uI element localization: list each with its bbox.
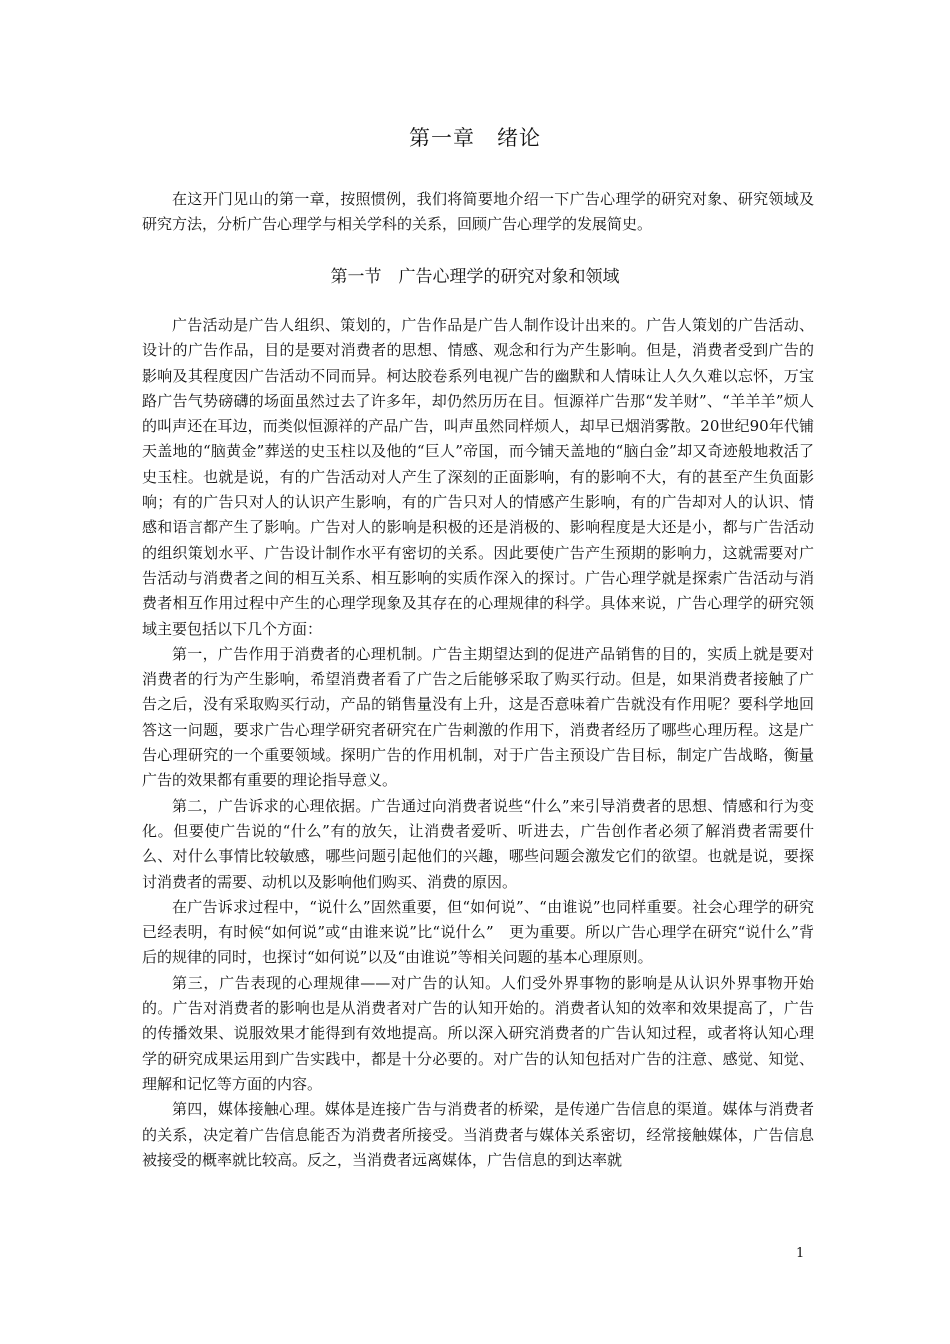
section-title: 第一节 广告心理学的研究对象和领域 — [330, 267, 620, 287]
paragraph: 第四，媒体接触心理。媒体是连接广告与消费者的桥梁，是传递广告信息的渠道。媒体与消费者的关系，决定着广告信息能否为消费者所接受。当消费者与媒体关系密切，经常接触媒体，广告信息被接受的概率就比较高。反之，当消费者远离媒体，广告信息的到达率就 — [142, 1100, 814, 1169]
paragraph: 第三，广告表现的心理规律——对广告的认知。人们受外界事物的影响是从认识外界事物开始的。广告对消费者的影响也是从消费者对广告的认知开始的。消费者认知的效率和效果提高了，广告的传播效果、说服效果才能得到有效地提高。所以深入研究消费者的广告认知过程，或者将认知心理学的研究成果运用到广告实践中，都是十分必要的。对广告的认知包括对广告的注意、感觉、知觉、理解和记忆等方面的内容。 — [142, 973, 814, 1093]
chapter-title: 第一章 绪论 — [409, 126, 541, 150]
intro-block — [142, 187, 814, 238]
intro-paragraph: 在这开门见山的第一章，按照惯例，我们将简要地介绍一下广告心理学的研究对象、研究领域及研究方法，分析广告心理学与相关学科的关系，回顾广告心理学的发展简史。 — [142, 190, 814, 234]
paragraph: 在广告诉求过程中，“说什么”固然重要，但“如何说”、“由谁说”也同样重要。社会心理学的研究已经表明，有时候“如何说”或“由谁来说”比“说什么” 更为重要。所以广告心理学在研究“说什么”背后的规律的同时，也探讨“如何说”以及“由谁说”等相关问题的基本心理原则。 — [142, 897, 814, 967]
paragraph: 第一，广告作用于消费者的心理机制。广告主期望达到的促进产品销售的目的，实质上就是要对消费者的行为产生影响，希望消费者看了广告之后能够采取了购买行动。但是，如果消费者接触了广告之后，没有采取购买行动，产品的销售量没有上升，这是否意味着广告就没有作用呢？要科学地回答这一问题，要求广告心理学研究者研究在广告刺激的作用下，消费者经历了哪些心理历程。这是广告心理研究的一个重要领域。探明广告的作用机制，对于广告主预设广告目标，制定广告战略，衡量广告的效果都有重要的理论指导意义。 — [142, 644, 814, 790]
page-number: 1 — [796, 1246, 805, 1261]
paragraph: 第二，广告诉求的心理依据。广告通过向消费者说些“什么”来引导消费者的思想、情感和行为变化。但要使广告说的“什么”有的放矢，让消费者爱听、听进去，广告创作者必须了解消费者需要什么、对什么事情比较敏感，哪些问题引起他们的兴趣，哪些问题会激发它们的欲望。也就是说，要探讨消费者的需要、动机以及影响他们购买、消费的原因。 — [142, 796, 814, 891]
body-text — [142, 313, 814, 1173]
paragraph: 广告活动是广告人组织、策划的，广告作品是广告人制作设计出来的。广告人策划的广告活动、设计的广告作品，目的是要对消费者的思想、情感、观念和行为产生影响。但是，消费者受到广告的影响及其程度因广告活动不同而异。柯达胶卷系列电视广告的幽默和人情味让人久久难以忘怀，万宝路广告气势磅礴的场面虽然过去了许多年，却仍然历历在目。恒源祥广告那“发羊财”、“羊羊羊”烦人的叫声还在耳边，而类似恒源祥的产品广告，叫声虽然同样烦人，却早已烟消雾散。20世纪90年代铺天盖地的“脑黄金”葬送的史玉柱以及他的“巨人”帝国，而今铺天盖地的“脑白金”却又奇迹般地救活了史玉柱。也就是说，有的广告活动对人产生了深刻的正面影响，有的影响不大，有的甚至产生负面影响；有的广告只对人的认识产生影响，有的广告只对人的情感产生影响，有的广告却对人的认识、情感和语言都产生了影响。广告对人的影响是积极的还是消极的、影响程度是大还是小，都与广告活动的组织策划水平、广告设计制作水平有密切的关系。因此要使广告产生预期的影响力，这就需要对广告活动与消费者之间的相互关系、相互影响的实质作深入的探讨。广告心理学就是探索广告活动与消费者相互作用过程中产生的心理学现象及其存在的心理规律的科学。具体来说，广告心理学的研究领域主要包括以下几个方面： — [142, 316, 814, 638]
